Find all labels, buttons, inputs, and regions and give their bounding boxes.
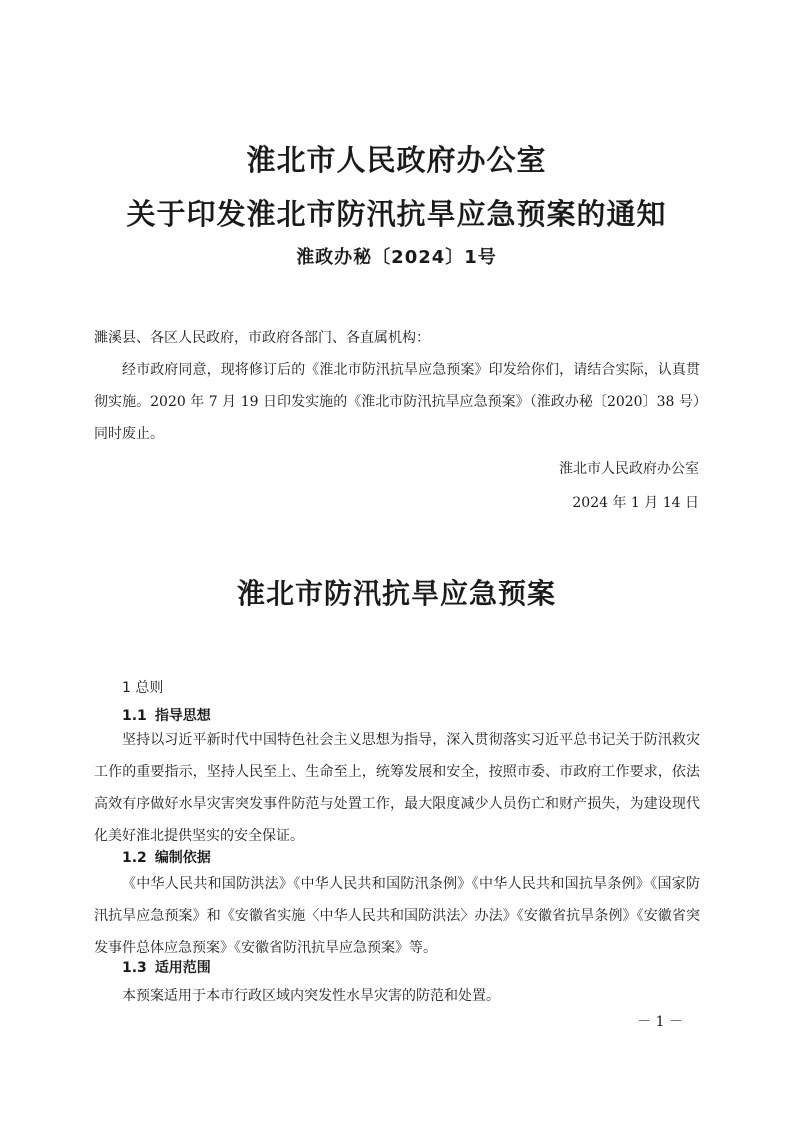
subsection-number: 1.3 [122, 960, 147, 976]
subsection-number: 1.1 [122, 708, 147, 724]
guiding-ideology-text: 坚持以习近平新时代中国特色社会主义思想为指导，深入贯彻落实习近平总书记关于防汛救灾工作的重要指示，坚持人民至上、生命至上，统筹发展和安全，按照市委、市政府工作要求，依法高效有序做好水旱灾害突发事件防范与处置工作，最大限度减少人员伤亡和财产损失，为建设现代化美好淮北提供坚实的安全保证。 [94, 732, 700, 844]
page-number: － 1 － [637, 1014, 683, 1030]
basis-text: 《中华人民共和国防洪法》《中华人民共和国防汛条例》《中华人民共和国抗旱条例》《国家防汛抗旱应急预案》和《安徽省实施〈中华人民共和国防洪法〉办法》《安徽省抗旱条例》《安徽省突发事件总体应急预案》《安徽省防汛抗旱应急预案》等。 [94, 876, 700, 956]
issue-date: 2024 年 1 月 14 日 [572, 495, 699, 511]
subsection-title: 指导思想 [154, 708, 211, 724]
subsection-title: 编制依据 [154, 850, 211, 866]
subsection-number: 1.2 [122, 850, 147, 866]
issuer-signature: 淮北市人民政府办公室 [559, 461, 699, 477]
subsection-title: 适用范围 [154, 960, 211, 976]
subsection-heading-scope [122, 956, 211, 980]
scope-text: 本预案适用于本市行政区域内突发性水旱灾害的防范和处置。 [122, 988, 500, 1004]
notice-title-line2: 关于印发淮北市防汛抗旱应急预案的通知 [126, 197, 667, 231]
subsection-heading-basis [122, 846, 211, 870]
document-number: 淮政办秘〔2024〕1号 [296, 247, 497, 268]
notice-body: 经市政府同意，现将修订后的《淮北市防汛抗旱应急预案》印发给你们，请结合实际，认真贯彻实施。2020 年 7 月 19 日印发实施的《淮北市防汛抗旱应急预案》（淮政办秘〔2020〕38 号）同时废止。 [94, 362, 700, 442]
plan-title: 淮北市防汛抗旱应急预案 [236, 577, 556, 610]
addressee: 濉溪县、各区人民政府，市政府各部门、各直属机构： [94, 330, 430, 346]
notice-title-line1: 淮北市人民政府办公室 [246, 143, 547, 177]
section-heading-general: 1 总则 [122, 680, 164, 696]
